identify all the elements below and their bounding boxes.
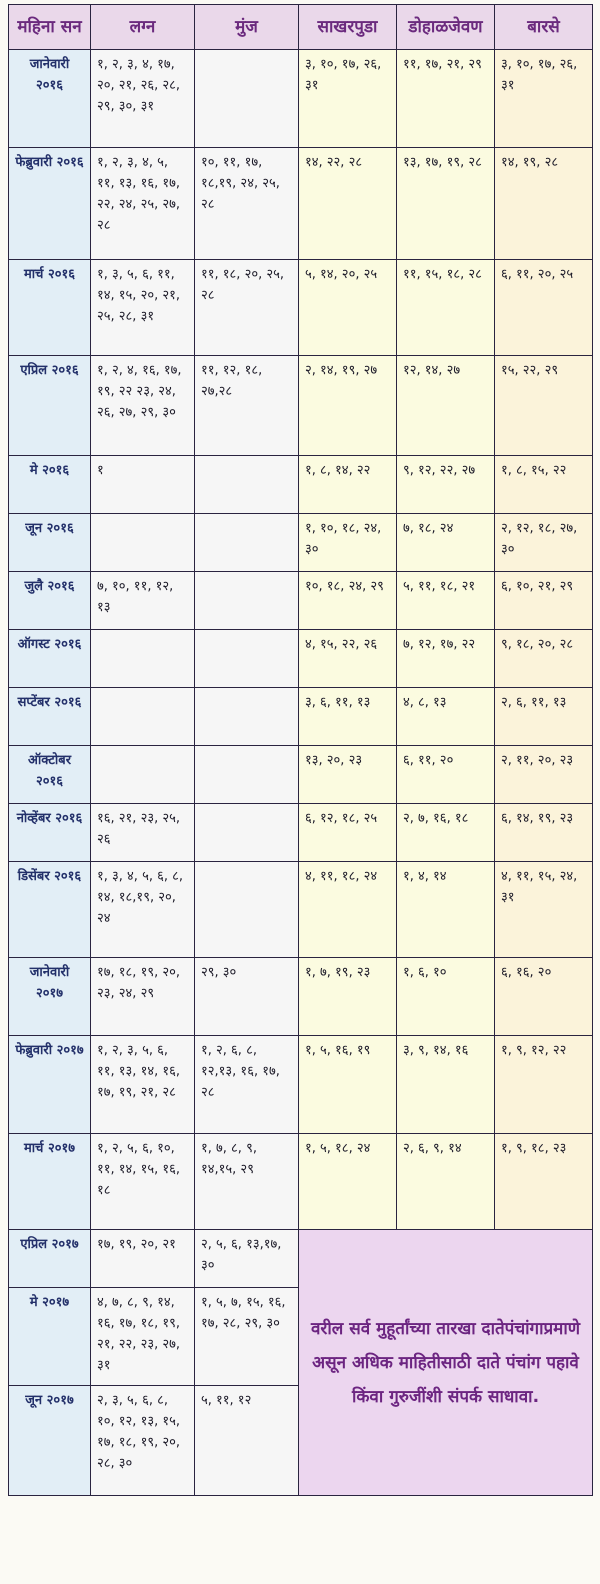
munj-cell: २, ५, ६, १३,१७, ३० [195,1230,299,1288]
sakharpuda-cell: ३, १०, १७, २६, ३१ [299,50,397,148]
month-cell: ऑक्टोबर २०१६ [9,746,91,804]
munj-cell: १, ७, ८, ९, १४,१५, २९ [195,1134,299,1230]
month-cell: जानेवारी २०१७ [9,958,91,1036]
dohaljevan-cell: ३, ९, १४, १६ [397,1036,495,1134]
lagna-cell: १, २, ५, ६, १०, ११, १४, १५, १६, १८ [91,1134,195,1230]
month-cell: सप्टेंबर २०१६ [9,688,91,746]
sakharpuda-cell: ३, ६, ११, १३ [299,688,397,746]
barse-cell: १, ९, १२, २२ [495,1036,593,1134]
lagna-cell: १ [91,456,195,514]
lagna-cell: १, २, ४, १६, १७, १९, २२ २३, २४, २६, २७, २९, ३० [91,356,195,456]
table-row [9,456,593,514]
lagna-cell: २, ३, ५, ६, ८, १०, १२, १३, १५, १७, १८, १९, २०, २८, ३० [91,1386,195,1496]
dohaljevan-cell: ५, ११, १८, २१ [397,572,495,630]
month-cell: मे २०१७ [9,1288,91,1386]
month-cell: जुलै २०१६ [9,572,91,630]
table-row [9,746,593,804]
month-cell: जून २०१६ [9,514,91,572]
sakharpuda-cell: १०, १८, २४, २९ [299,572,397,630]
table-row [9,148,593,260]
lagna-cell: १७, १९, २०, २१ [91,1230,195,1288]
table-row [9,260,593,356]
table-row [9,630,593,688]
muhurat-table [8,4,593,1496]
munj-cell [195,456,299,514]
header-lagna: लग्न [91,5,195,50]
table-row [9,50,593,148]
month-cell: फेब्रुवारी २०१७ [9,1036,91,1134]
month-cell: डिसेंबर २०१६ [9,862,91,958]
lagna-cell: १, ३, ५, ६, ११, १४, १५, २०, २१, २५, २८, ३१ [91,260,195,356]
munj-cell [195,514,299,572]
sakharpuda-cell: ६, १२, १८, २५ [299,804,397,862]
dohaljevan-cell: ९, १२, २२, २७ [397,456,495,514]
month-cell: एप्रिल २०१७ [9,1230,91,1288]
barse-cell: १५, २२, २९ [495,356,593,456]
barse-cell: ४, ११, १५, २४, ३१ [495,862,593,958]
month-cell: जानेवारी २०१६ [9,50,91,148]
munj-cell: १०, ११, १७, १८,१९, २४, २५, २८ [195,148,299,260]
barse-cell: ६, १०, २१, २९ [495,572,593,630]
table-row [9,688,593,746]
sakharpuda-cell: १, ८, १४, २२ [299,456,397,514]
table-row [9,1134,593,1230]
dohaljevan-cell: ७, १२, १७, २२ [397,630,495,688]
month-cell: एप्रिल २०१६ [9,356,91,456]
table-row [9,572,593,630]
sakharpuda-cell: १, ७, १९, २३ [299,958,397,1036]
barse-cell: १, ९, १८, २३ [495,1134,593,1230]
lagna-cell: १, २, ३, ४, १७, २०, २१, २६, २८, २९, ३०, ३१ [91,50,195,148]
barse-cell: ६, १४, १९, २३ [495,804,593,862]
sakharpuda-cell: १३, २०, २३ [299,746,397,804]
lagna-cell: ७, १०, ११, १२, १३ [91,572,195,630]
month-cell: ऑगस्ट २०१६ [9,630,91,688]
barse-cell: ६, ११, २०, २५ [495,260,593,356]
header-month-year: महिना सन [9,5,91,50]
dohaljevan-cell: ११, १७, २१, २९ [397,50,495,148]
munj-cell [195,862,299,958]
dohaljevan-cell: २, ६, ९, १४ [397,1134,495,1230]
munj-cell: १, ५, ७, १५, १६, १७, २८, २९, ३० [195,1288,299,1386]
lagna-cell [91,630,195,688]
dohaljevan-cell: ६, ११, २० [397,746,495,804]
munj-cell [195,746,299,804]
sakharpuda-cell: ४, ११, १८, २४ [299,862,397,958]
muhurat-calendar [8,4,592,1580]
lagna-cell [91,514,195,572]
note-box: वरील सर्व मुहूर्तांच्या तारखा दातेपंचांगाप्रमाणे असून अधिक माहितीसाठी दाते पंचांग पहावे किंवा गुरुजींशी संपर्क साधावा. [299,1230,593,1496]
dohaljevan-cell: ११, १५, १८, २८ [397,260,495,356]
sakharpuda-cell: ५, १४, २०, २५ [299,260,397,356]
barse-cell: ३, १०, १७, २६, ३१ [495,50,593,148]
dohaljevan-cell: २, ७, १६, १८ [397,804,495,862]
dohaljevan-cell: १२, १४, २७ [397,356,495,456]
sakharpuda-cell: २, १४, १९, २७ [299,356,397,456]
table-row [9,804,593,862]
barse-cell: १४, १९, २८ [495,148,593,260]
month-cell: नोव्हेंबर २०१६ [9,804,91,862]
table-row [9,356,593,456]
dohaljevan-cell: १, ६, १० [397,958,495,1036]
barse-cell: २, १२, १८, २७, ३० [495,514,593,572]
barse-cell: २, ११, २०, २३ [495,746,593,804]
dohaljevan-cell: १३, १७, १९, २८ [397,148,495,260]
header-dohaljevan: डोहाळजेवण [397,5,495,50]
header-barse: बारसे [495,5,593,50]
barse-cell: २, ६, ११, १३ [495,688,593,746]
table-row [9,958,593,1036]
table-row [9,862,593,958]
table-row [9,1230,593,1288]
lagna-cell: १, ३, ४, ५, ६, ८, १४, १८,१९, २०, २४ [91,862,195,958]
lagna-cell: १६, २१, २३, २५, २६ [91,804,195,862]
munj-cell [195,688,299,746]
month-cell: मार्च २०१६ [9,260,91,356]
month-cell: जून २०१७ [9,1386,91,1496]
month-cell: मे २०१६ [9,456,91,514]
munj-cell: १, २, ६, ८, १२,१३, १६, १७, २८ [195,1036,299,1134]
header-row [9,5,593,50]
munj-cell [195,572,299,630]
barse-cell: १, ८, १५, २२ [495,456,593,514]
lagna-cell: १, २, ३, ४, ५, ११, १३, १६, १७, २२, २४, २५, २७, २८ [91,148,195,260]
header-munj: मुंज [195,5,299,50]
lagna-cell: १, २, ३, ५, ६, ११, १३, १४, १६, १७, १९, २१, २८ [91,1036,195,1134]
sakharpuda-cell: १, १०, १८, २४, ३० [299,514,397,572]
munj-cell [195,50,299,148]
barse-cell: ६, १६, २० [495,958,593,1036]
table-row [9,514,593,572]
munj-cell: ११, १२, १८, २७,२८ [195,356,299,456]
sakharpuda-cell: १४, २२, २८ [299,148,397,260]
munj-cell [195,630,299,688]
lagna-cell: ४, ७, ८, ९, १४, १६, १७, १८, १९, २१, २२, २३, २७, ३१ [91,1288,195,1386]
month-cell: मार्च २०१७ [9,1134,91,1230]
lagna-cell: १७, १८, १९, २०, २३, २४, २९ [91,958,195,1036]
munj-cell: ५, ११, १२ [195,1386,299,1496]
month-cell: फेब्रुवारी २०१६ [9,148,91,260]
lagna-cell [91,746,195,804]
munj-cell: २९, ३० [195,958,299,1036]
sakharpuda-cell: १, ५, १८, २४ [299,1134,397,1230]
dohaljevan-cell: ७, १८, २४ [397,514,495,572]
dohaljevan-cell: १, ४, १४ [397,862,495,958]
munj-cell [195,804,299,862]
table-row [9,1036,593,1134]
lagna-cell [91,688,195,746]
dohaljevan-cell: ४, ८, १३ [397,688,495,746]
sakharpuda-cell: १, ५, १६, १९ [299,1036,397,1134]
header-sakharpuda: साखरपुडा [299,5,397,50]
barse-cell: ९, १८, २०, २८ [495,630,593,688]
sakharpuda-cell: ४, १५, २२, २६ [299,630,397,688]
munj-cell: ११, १८, २०, २५, २८ [195,260,299,356]
